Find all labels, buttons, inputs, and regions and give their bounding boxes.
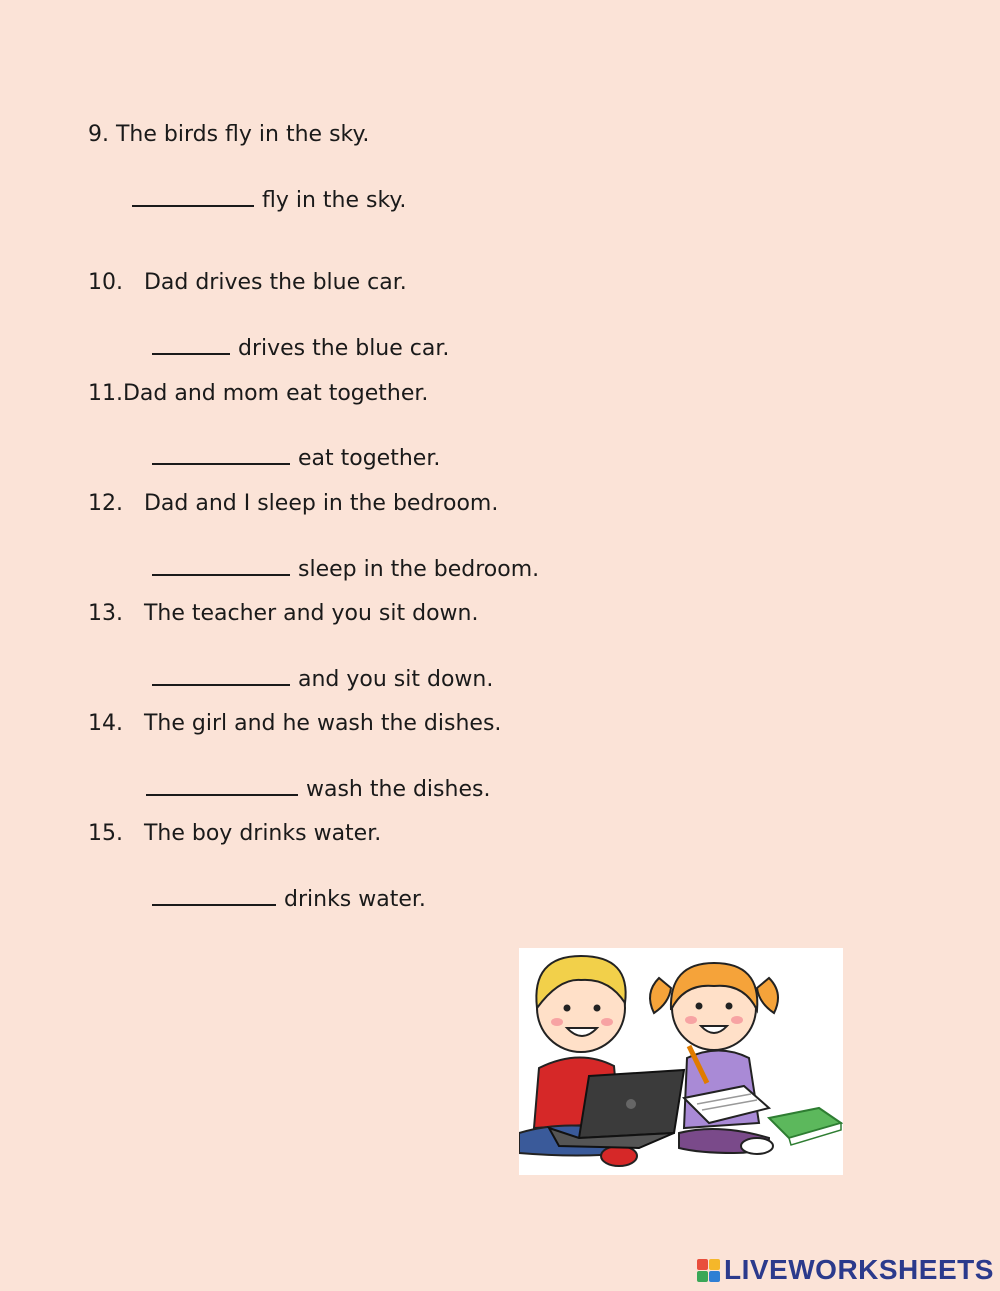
question-12-answer-line bbox=[138, 528, 539, 584]
question-10-answer-line bbox=[138, 307, 449, 363]
question-13-prompt: 13. The teacher and you sit down. bbox=[88, 601, 479, 626]
question-15-prompt: 15. The boy drinks water. bbox=[88, 821, 382, 846]
answer-blank[interactable] bbox=[152, 666, 290, 686]
question-14-answer-line bbox=[132, 748, 490, 804]
question-11-rest: eat together. bbox=[298, 446, 441, 471]
question-15-answer-line bbox=[138, 858, 426, 914]
question-10-prompt: 10. Dad drives the blue car. bbox=[88, 270, 407, 295]
brand-name: LIVEWORKSHEETS bbox=[724, 1254, 994, 1285]
question-9-answer-line bbox=[118, 159, 406, 215]
kids-illustration bbox=[519, 948, 843, 1175]
answer-blank[interactable] bbox=[132, 187, 254, 207]
question-12-prompt: 12. Dad and I sleep in the bedroom. bbox=[88, 491, 499, 516]
question-11-answer-line bbox=[138, 417, 440, 473]
answer-blank[interactable] bbox=[146, 776, 298, 796]
answer-blank[interactable] bbox=[152, 556, 290, 576]
answer-blank[interactable] bbox=[152, 445, 290, 465]
question-13-answer-line bbox=[138, 638, 493, 694]
liveworksheets-logo bbox=[697, 1253, 994, 1287]
question-11-prompt: 11.Dad and mom eat together. bbox=[88, 381, 429, 406]
question-13-rest: and you sit down. bbox=[298, 667, 494, 692]
question-14-rest: wash the dishes. bbox=[306, 777, 491, 802]
question-9-prompt: 9. The birds fly in the sky. bbox=[88, 122, 370, 147]
question-12-rest: sleep in the bedroom. bbox=[298, 557, 540, 582]
question-14-prompt: 14. The girl and he wash the dishes. bbox=[88, 711, 502, 736]
question-9-rest: fly in the sky. bbox=[262, 188, 407, 213]
answer-blank[interactable] bbox=[152, 335, 230, 355]
answer-blank[interactable] bbox=[152, 886, 276, 906]
question-15-rest: drinks water. bbox=[284, 887, 426, 912]
kids-illustration-icon bbox=[519, 948, 843, 1175]
question-10-rest: drives the blue car. bbox=[238, 336, 450, 361]
logo-mark-icon bbox=[697, 1259, 720, 1282]
